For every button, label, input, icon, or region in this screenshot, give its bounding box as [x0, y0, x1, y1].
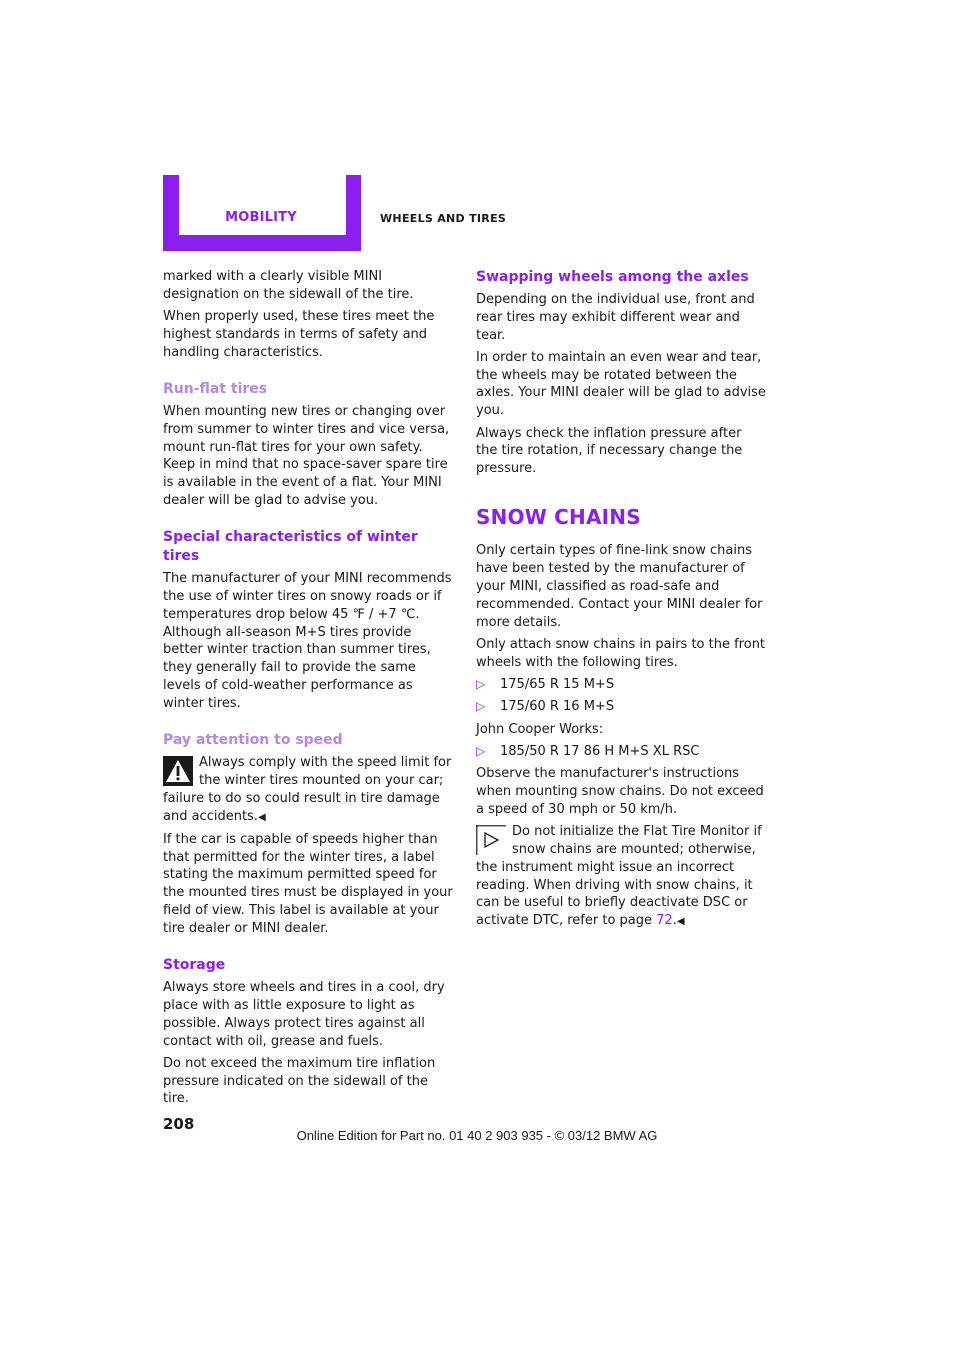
footer-edition: Online Edition for Part no. 01 40 2 903 935 - © 03/12 BMW AG	[296, 1128, 658, 1143]
intro-paragraph-2: When properly used, these tires meet the highest standards in terms of safety and handling characteristics.	[163, 309, 435, 360]
bullet-triangle-icon: ▷	[476, 699, 486, 714]
jcw-label: John Cooper Works:	[476, 721, 604, 737]
note-play-icon	[476, 825, 506, 855]
swapping-paragraph-2: In order to maintain an even wear and tear, the wheels may be rotated between the axles. Your MINI dealer will be glad to advise you.	[476, 349, 766, 419]
note-text-1: Do not initialize the Flat Tire Monitor if snow chains are mounted; otherwise, the instrument might issue an incorrect reading.	[476, 824, 762, 893]
tire-size: 175/65 R 15 M+S	[500, 677, 615, 693]
chapter-label: MOBILITY	[225, 210, 297, 225]
note-text-2: When driving with snow chains, it can be useful to briefly deactivate DSC or activate DTC, refer to page	[476, 877, 753, 929]
run-flat-paragraph: When mounting new tires or changing over from summer to winter tires and vice versa, mount run-flat tires for your own safety. Keep in mind that no space-saver spare tire is available in the event of a flat. Your MINI dealer will be glad to advise you.	[163, 403, 450, 508]
chapter-tab-inner	[179, 175, 346, 235]
heading-winter-tires: Special characteristics of winter tires	[163, 529, 418, 565]
left-column	[163, 268, 453, 1113]
section-label: WHEELS AND TIRES	[380, 212, 507, 225]
speed-warning-text: Always comply with the speed limit for the winter tires mounted on your car; failure to do so could result in tire damage and accidents.	[163, 755, 452, 824]
winter-paragraph: The manufacturer of your MINI recommends the use of winter tires on snowy roads or if temperatures drop below 45 ℉ / +7 ℃. Although all-season M+S tires provide better winter traction than summer tires, they generally fail to provide the same levels of cold-weather performance as winter tires.	[163, 571, 452, 711]
page-number: 208	[163, 1115, 195, 1133]
tire-size: 175/60 R 16 M+S	[500, 699, 615, 715]
heading-storage: Storage	[163, 957, 226, 974]
heading-speed: Pay attention to speed	[163, 732, 343, 749]
storage-paragraph-2: Do not exceed the maximum tire inflation pressure indicated on the sidewall of the tire.	[163, 1055, 436, 1107]
heading-snow-chains: SNOW CHAINS	[476, 505, 641, 530]
swapping-paragraph-1: Depending on the individual use, front and rear tires may exhibit different wear and tear.	[476, 292, 755, 343]
snow-chains-paragraph-3: Observe the manufacturer's instructions when mounting snow chains. Do not exceed a speed of 30 mph or 50 km/h.	[476, 766, 764, 817]
warning-triangle-icon	[163, 756, 193, 786]
list-item	[476, 676, 766, 694]
bullet-triangle-icon: ▷	[476, 743, 486, 758]
note-text-3: .	[672, 913, 677, 929]
end-mark-icon: ◀	[676, 916, 685, 928]
chapter-tab	[163, 175, 361, 251]
storage-paragraph-1: Always store wheels and tires in a cool, dry place with as little exposure to light as possible. Always protect tires against all contact with oil, grease and fuels.	[163, 980, 445, 1049]
page-link[interactable]: 72	[656, 913, 673, 929]
snow-chains-paragraph-1: Only certain types of fine-link snow chains have been tested by the manufacturer of your MINI, classified as road-safe and recommended. Contact your MINI dealer for more details.	[476, 543, 763, 630]
heading-run-flat: Run-flat tires	[163, 380, 268, 397]
speed-warning	[163, 754, 453, 826]
intro-paragraph-1: marked with a clearly visible MINI designation on the sidewall of the tire.	[163, 269, 414, 302]
snow-chains-paragraph-2: Only attach snow chains in pairs to the front wheels with the following tires.	[476, 636, 766, 670]
list-item	[476, 743, 766, 761]
heading-swapping: Swapping wheels among the axles	[476, 269, 749, 285]
right-column	[476, 268, 766, 935]
list-item	[476, 698, 766, 716]
tire-size: 185/50 R 17 86 H M+S XL RSC	[500, 743, 700, 759]
snow-chains-note	[476, 823, 766, 931]
end-mark-icon: ◀	[257, 811, 266, 823]
speed-paragraph: If the car is capable of speeds higher than that permitted for the winter tires, a label stating the maximum permitted speed for the mounted tires must be displayed in your field of view. This label is available at your tire dealer or MINI dealer.	[163, 831, 453, 936]
swapping-paragraph-3: Always check the inflation pressure after the tire rotation, if necessary change the pressure.	[476, 425, 743, 477]
bullet-triangle-icon: ▷	[476, 677, 486, 692]
